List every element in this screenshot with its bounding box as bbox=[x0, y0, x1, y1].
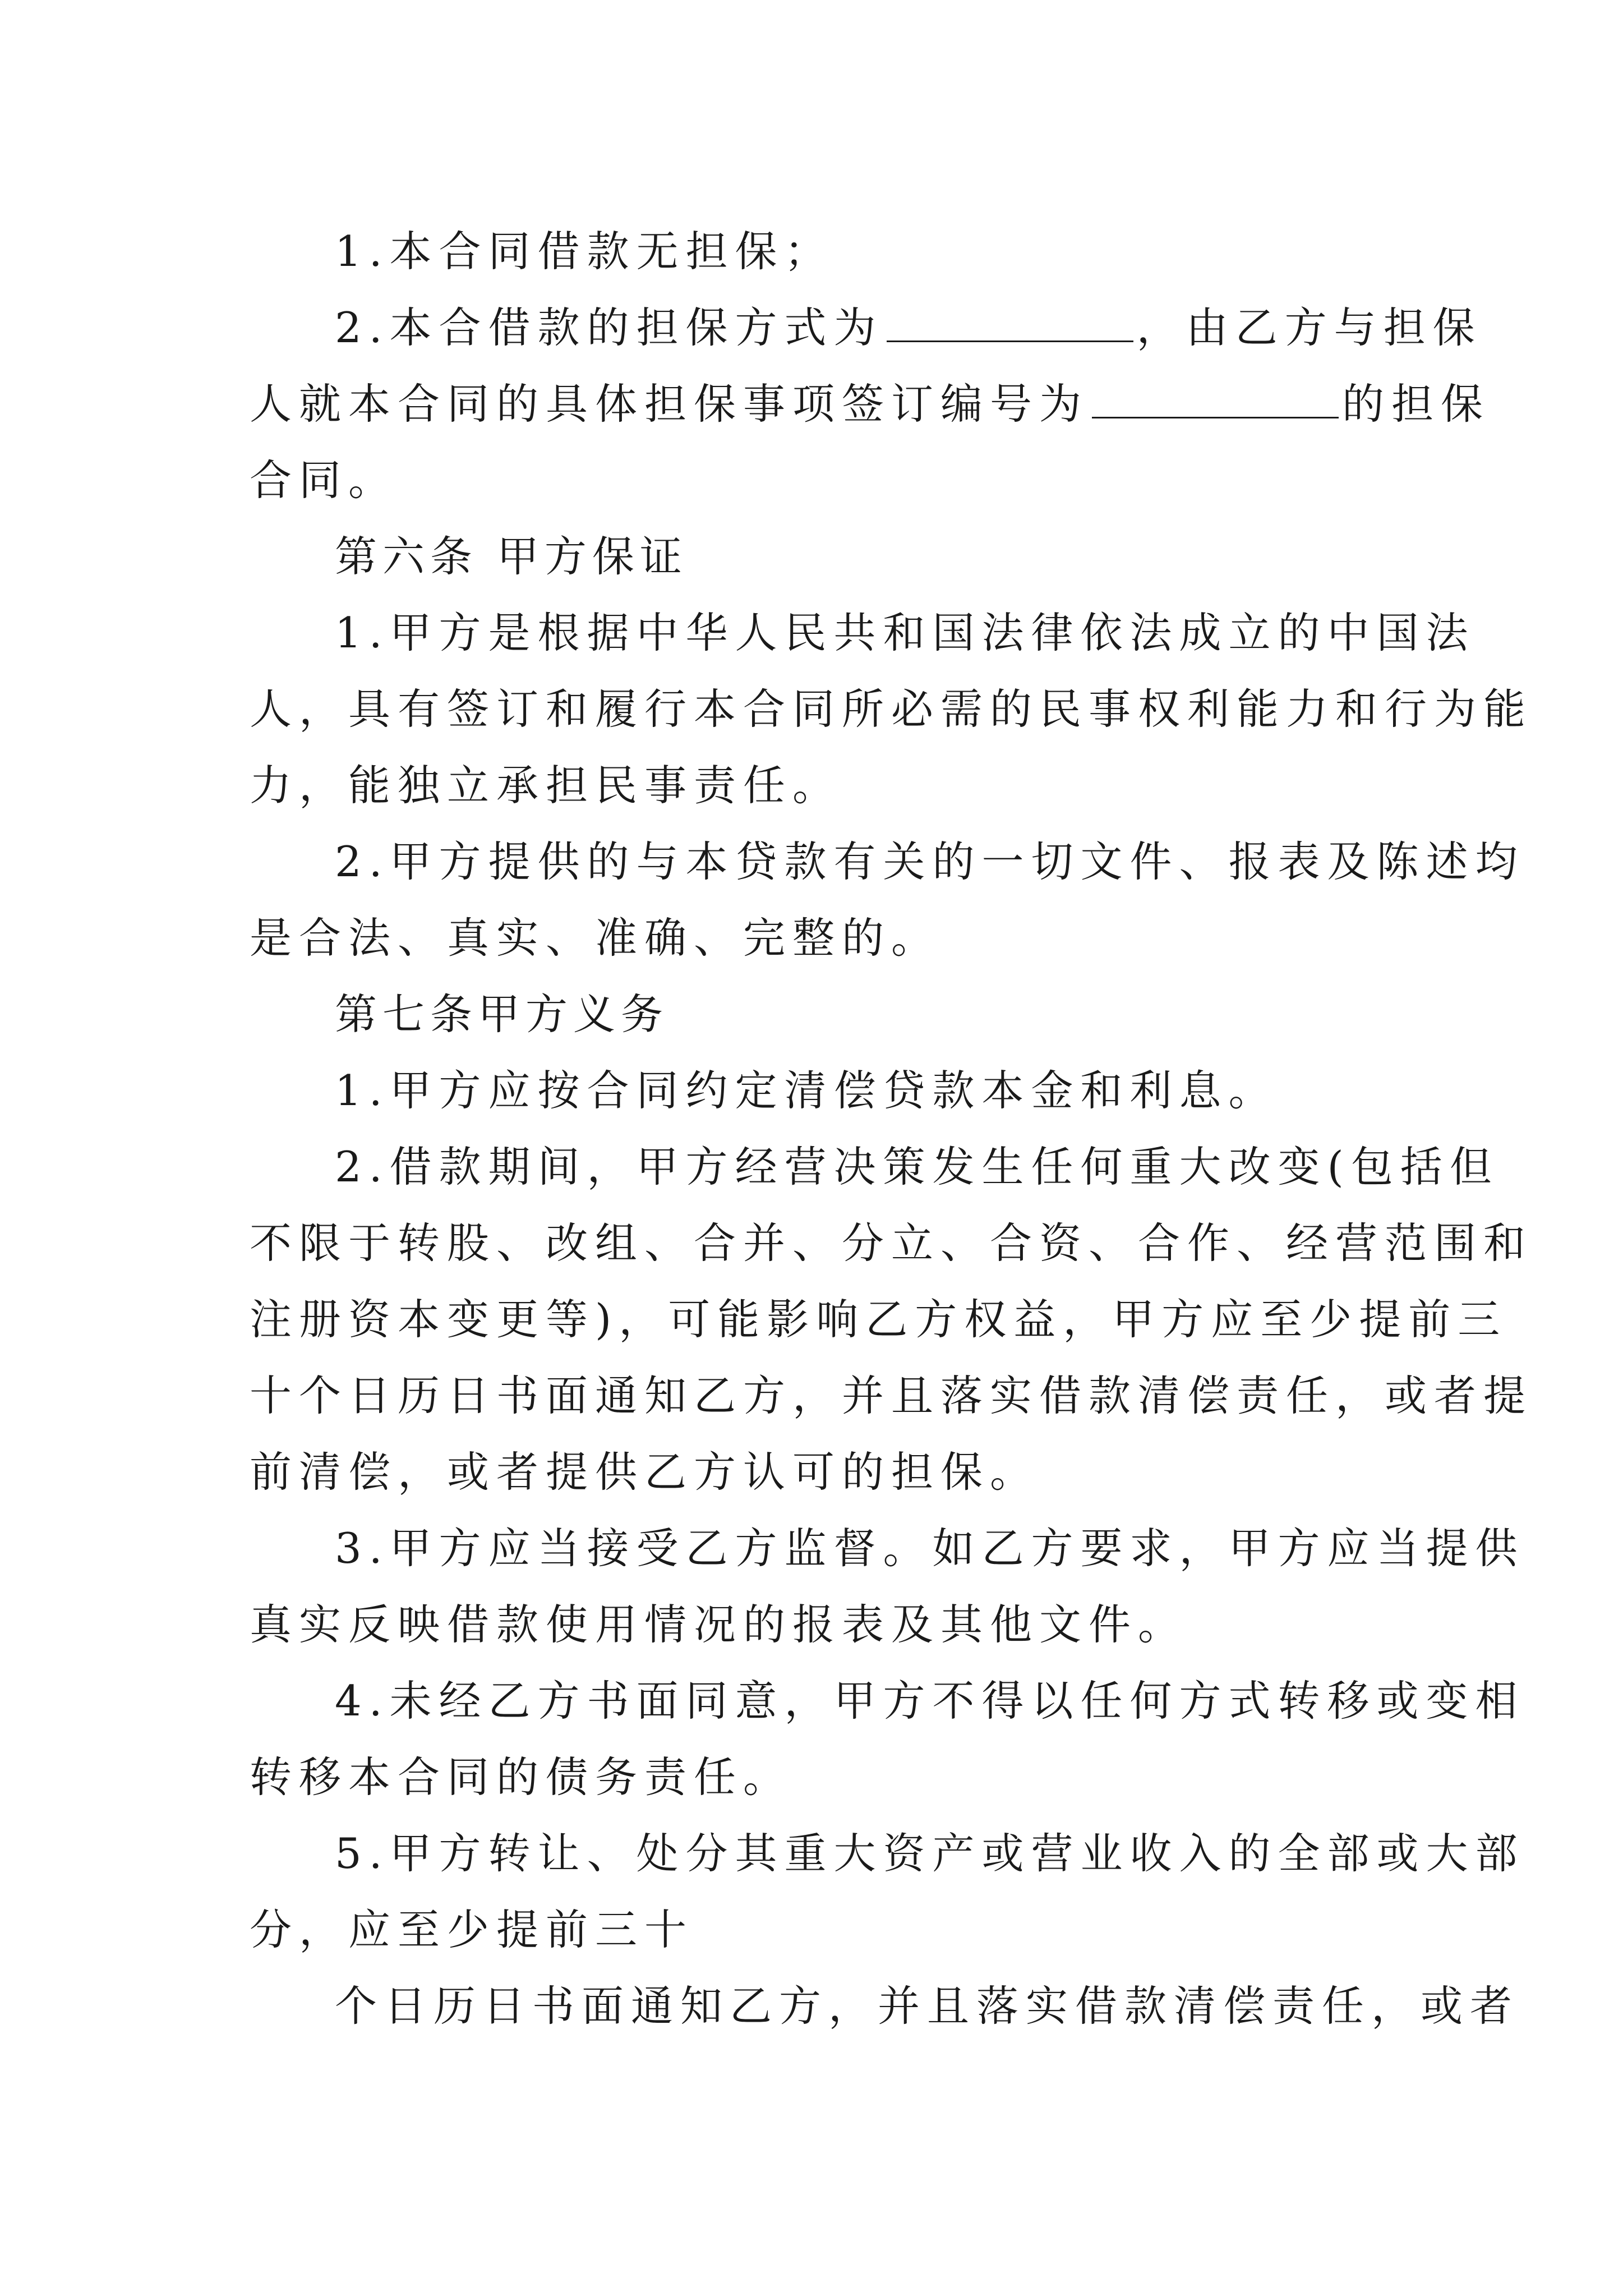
article6-item2-line1: 2.甲方提供的与本贷款有关的一切文件、报表及陈述均 bbox=[335, 837, 1525, 886]
article7-heading: 第七条甲方义务 bbox=[335, 990, 669, 1039]
guarantee-contract-number-blank[interactable] bbox=[1092, 416, 1339, 418]
guarantee-contract-text: 人就本合同的具体担保事项签订编号为 bbox=[250, 379, 1089, 429]
clause-item-guarantee-method-line3: 合同。 bbox=[250, 455, 398, 505]
article7-item2-line3: 注册资本变更等)，可能影响乙方权益，甲方应至少提前三 bbox=[250, 1295, 1507, 1344]
guarantee-method-blank[interactable] bbox=[887, 340, 1133, 342]
article7-item5-line1: 5.甲方转让、处分其重大资产或营业收入的全部或大部 bbox=[335, 1829, 1525, 1878]
article6-item1-line1: 1.甲方是根据中华人民共和国法律依法成立的中国法 bbox=[335, 608, 1476, 657]
article7-item5-line2: 分，应至少提前三十 bbox=[250, 1905, 694, 1954]
article7-item1: 1.甲方应按合同约定清偿贷款本金和利息。 bbox=[335, 1066, 1278, 1115]
article7-item2-line5: 前清偿，或者提供乙方认可的担保。 bbox=[250, 1447, 1040, 1497]
article7-item3-line2: 真实反映借款使用情况的报表及其他文件。 bbox=[250, 1600, 1188, 1649]
article7-item4-line2: 转移本合同的债务责任。 bbox=[250, 1752, 793, 1802]
article7-item2-line4: 十个日历日书面通知乙方，并且落实借款清偿责任，或者提 bbox=[250, 1371, 1533, 1420]
article6-item2-line2: 是合法、真实、准确、完整的。 bbox=[250, 913, 941, 963]
clause-item-guarantee-method-line1 bbox=[250, 289, 1482, 366]
article7-item5-line3: 个日历日书面通知乙方，并且落实借款清偿责任，或者 bbox=[335, 1981, 1520, 2031]
article7-item2-line2: 不限于转股、改组、合并、分立、合资、合作、经营范围和 bbox=[250, 1218, 1533, 1268]
article6-item1-line2: 人，具有签订和履行本合同所必需的民事权利能力和行为能 bbox=[250, 684, 1533, 734]
article7-item3-line1: 3.甲方应当接受乙方监督。如乙方要求，甲方应当提供 bbox=[335, 1524, 1525, 1573]
article6-heading: 第六条 甲方保证 bbox=[335, 532, 688, 581]
document-page bbox=[250, 213, 1533, 2244]
clause-item-no-guarantee: 1.本合同借款无担保； bbox=[335, 227, 834, 276]
guarantee-method-text: 2.本合借款的担保方式为 bbox=[335, 303, 883, 352]
guarantee-contract-text-cont: 的担保 bbox=[1342, 379, 1491, 429]
article7-item4-line1: 4.未经乙方书面同意，甲方不得以任何方式转移或变相 bbox=[335, 1676, 1525, 1726]
clause-item-guarantee-method-line2 bbox=[250, 366, 1491, 442]
guarantee-method-text-cont: ，由乙方与担保 bbox=[1136, 303, 1482, 352]
article7-item2-line1: 2.借款期间，甲方经营决策发生任何重大改变(包括但 bbox=[335, 1142, 1499, 1191]
article6-item1-line3: 力，能独立承担民事责任。 bbox=[250, 761, 842, 810]
